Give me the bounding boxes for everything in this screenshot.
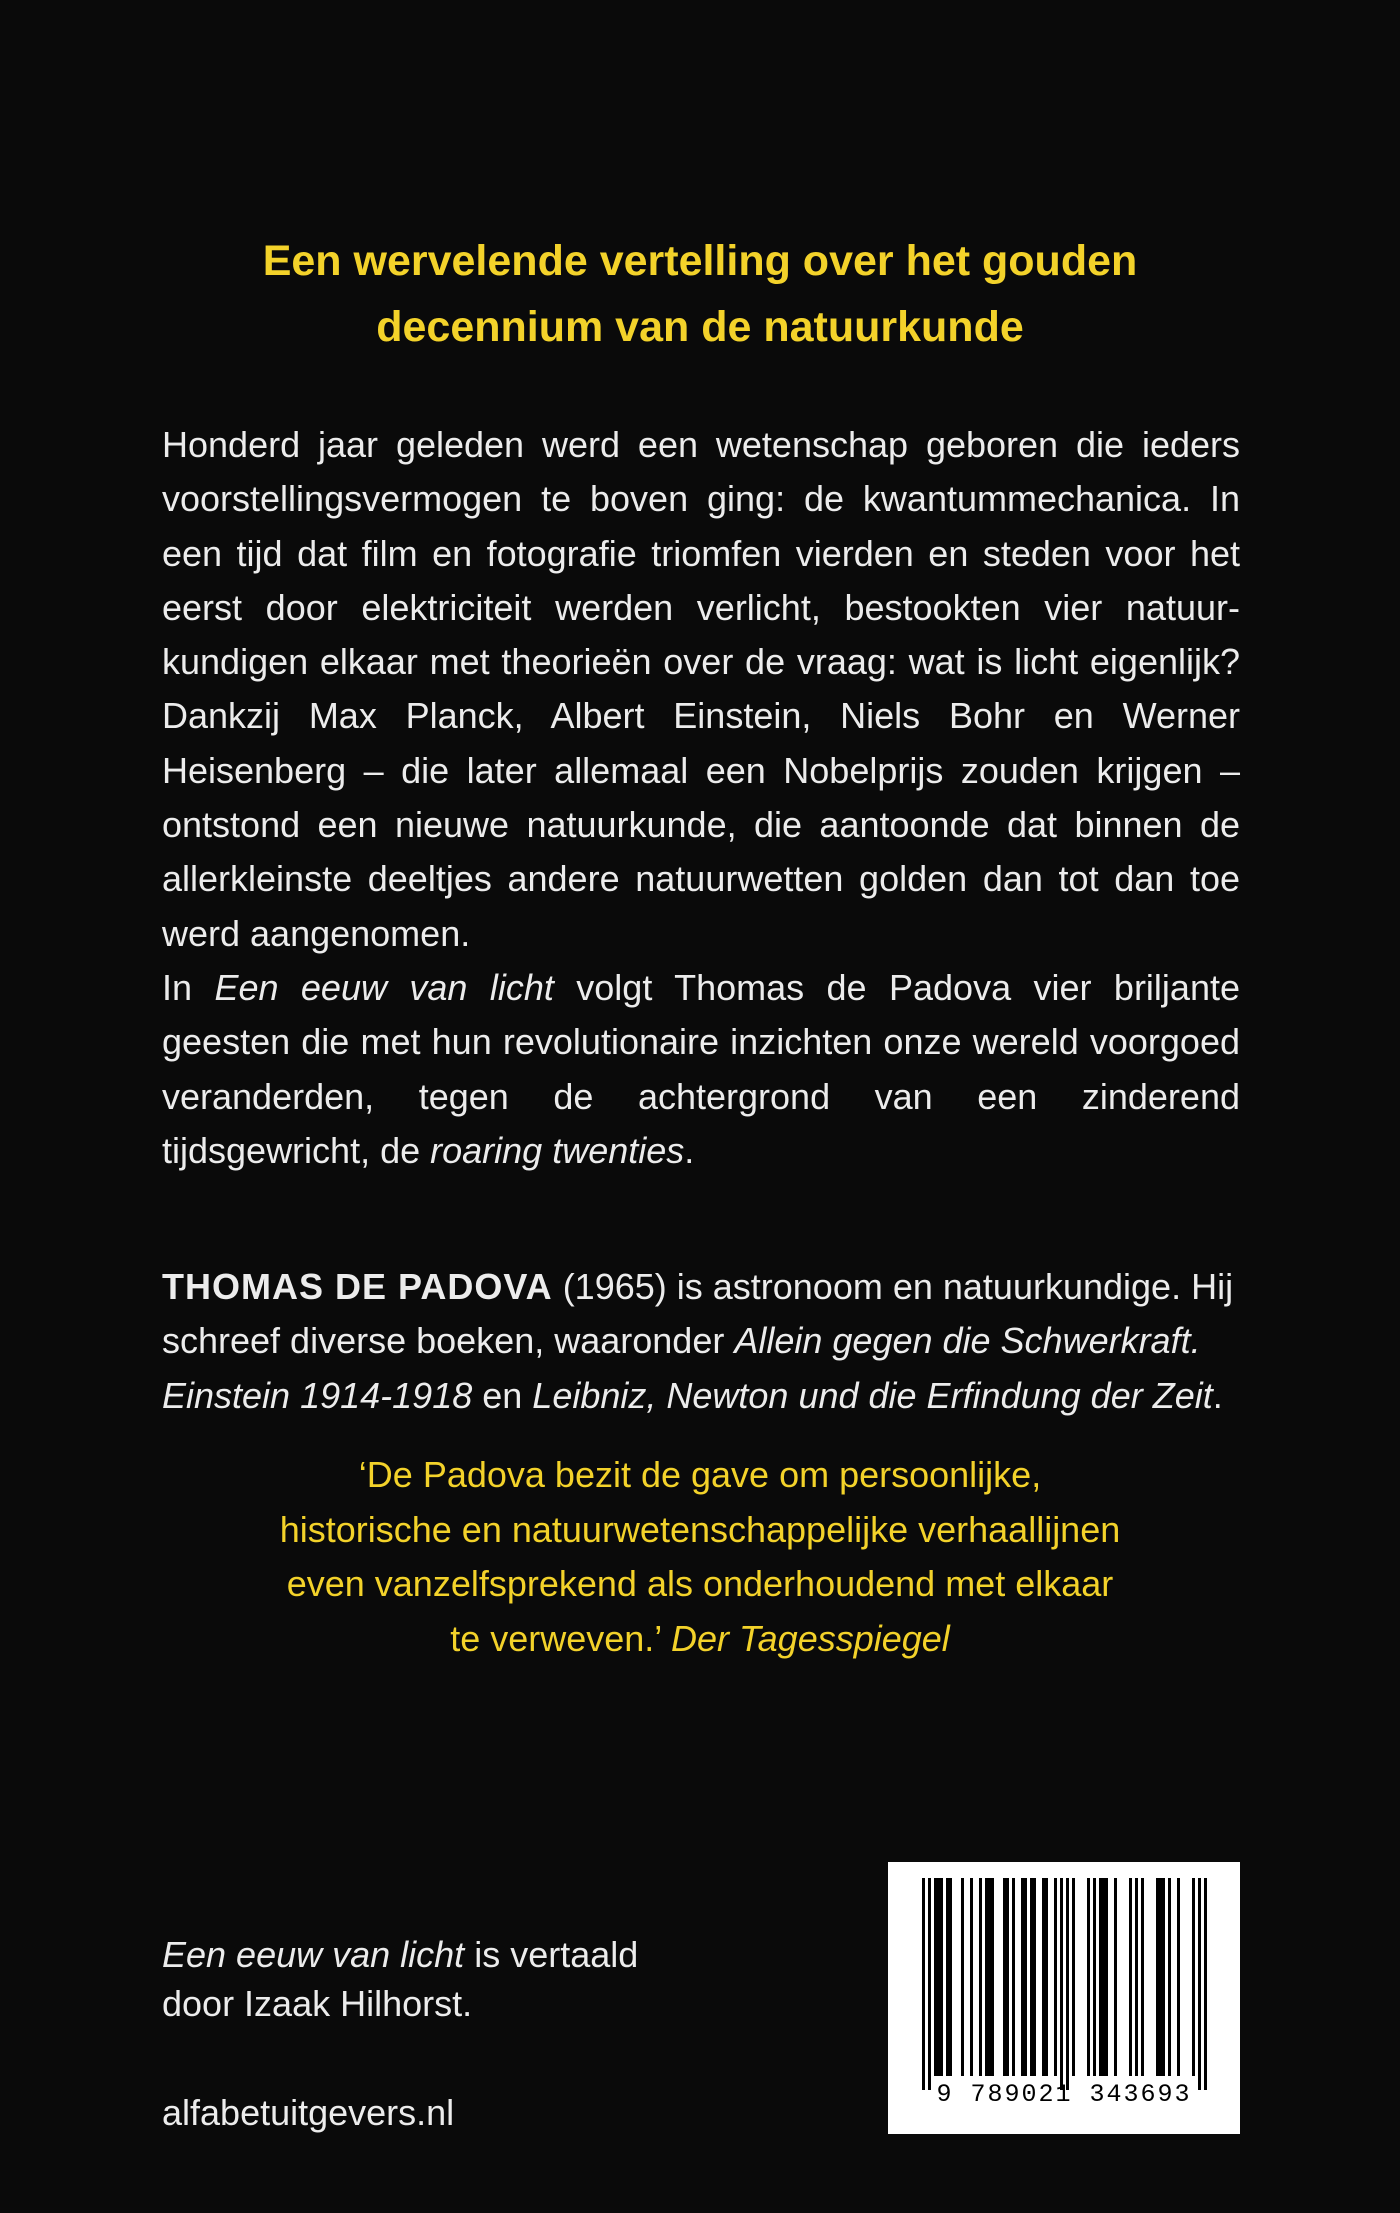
blurb-paragraph-2 bbox=[162, 961, 1240, 1178]
barcode-bar bbox=[1012, 1878, 1015, 2076]
barcode-bar bbox=[1087, 1878, 1090, 2076]
barcode-bar bbox=[1006, 1878, 1009, 2076]
publisher-website: alfabetuitgevers.nl bbox=[162, 2092, 455, 2133]
blurb-text-fragment: volgt Thomas de Padova vier briljante geesten die met hun revolutionaire inzichten onze wereld voorgoed veranderden, tegen de achtergrond van een zinderend tijdsgewricht, de bbox=[162, 966, 1240, 1171]
quote-line-2: historische en natuurwetenschappelijke verhaallijnen bbox=[279, 1508, 1121, 1550]
quote-line-4-text: te verweven.’ bbox=[450, 1617, 671, 1659]
barcode-bar bbox=[934, 1878, 937, 2076]
barcode-bar bbox=[1156, 1878, 1159, 2076]
barcode-bar bbox=[1030, 1878, 1033, 2076]
blurb-text-fragment: . bbox=[684, 1129, 695, 1171]
barcode-bar bbox=[922, 1878, 925, 2090]
author-bio bbox=[162, 1260, 1240, 1423]
author-book-1: Allein gegen die Schwerkraft. Einstein 1914-1918 bbox=[162, 1320, 1201, 1416]
blurb-paragraph-1: Honderd jaar geleden werd een wetenschap geboren die ieders voorstellingsvermogen te boven ging: de kwantummechanica. In een tijd dat film en fotografie triomfen vierden en steden voor het eerst door elektriciteit werden verlicht, bestookten vier natuurkundigen elkaar met theorieën over de vraag: wat is licht eigenlijk? Dankzij Max Planck, Albert Einstein, Niels Bohr en Werner Heisenberg – die later allemaal een Nobelprijs zouden krijgen – ontstond een nieuwe natuurkunde, die aantoonde dat binnen de allerkleinste deeltjes andere natuurwetten golden dan tot dan toe werd aangenomen. bbox=[162, 424, 1240, 954]
tagline-line-1: Een wervelende vertelling over het gouden bbox=[262, 237, 1138, 285]
barcode-bar bbox=[1033, 1878, 1036, 2076]
barcode-bar bbox=[1204, 1878, 1207, 2090]
author-bio-fragment: . bbox=[1212, 1374, 1223, 1416]
barcode-bar bbox=[988, 1878, 991, 2076]
isbn-digits: 9 789021 343693 bbox=[936, 2080, 1192, 2109]
barcode-bar bbox=[991, 1878, 994, 2076]
barcode-bar bbox=[1102, 1878, 1105, 2076]
barcode-bar bbox=[946, 1878, 949, 2076]
barcode-bar bbox=[961, 1878, 964, 2076]
barcode-bar bbox=[1045, 1878, 1048, 2076]
barcode-bar bbox=[1198, 1878, 1201, 2090]
translator-line-2: door Izaak Hilhorst. bbox=[162, 1983, 473, 2024]
barcode-bar bbox=[1129, 1878, 1132, 2076]
barcode-bar bbox=[1054, 1878, 1057, 2076]
translator-line-1 bbox=[162, 1930, 722, 1979]
author-bio-fragment: (1965) is astronoom en natuurkundige. Hij schreef diverse boeken, waaronder bbox=[162, 1266, 1234, 1362]
barcode-bar bbox=[1093, 1878, 1096, 2076]
barcode-bar bbox=[1141, 1878, 1144, 2076]
barcode-bar bbox=[985, 1878, 988, 2076]
author-book-2: Leibniz, Newton und die Erfindung der Zeit bbox=[532, 1374, 1213, 1416]
quote-line-4 bbox=[140, 1612, 1260, 1667]
quote-source: Der Tagesspiegel bbox=[670, 1617, 950, 1659]
barcode-bar bbox=[1003, 1878, 1006, 2076]
barcode-bar bbox=[1168, 1878, 1171, 2076]
barcode-bar bbox=[979, 1878, 982, 2076]
blurb-text-fragment: In bbox=[162, 966, 215, 1008]
barcode-bar bbox=[1114, 1878, 1117, 2076]
barcode-bar bbox=[1024, 1878, 1027, 2076]
book-title: Een eeuw van licht bbox=[214, 966, 554, 1008]
barcode-bar bbox=[1192, 1878, 1195, 2076]
barcode-bar bbox=[940, 1878, 943, 2076]
barcode-bar bbox=[1072, 1878, 1075, 2076]
review-quote bbox=[140, 1448, 1260, 1666]
barcode-bar bbox=[1060, 1878, 1063, 2090]
isbn-barcode bbox=[888, 1862, 1240, 2134]
translator-book-title: Een eeuw van licht bbox=[162, 1934, 465, 1975]
quote-line-3: even vanzelfsprekend als onderhoudend met elkaar bbox=[286, 1563, 1114, 1604]
barcode-bar bbox=[1177, 1878, 1180, 2076]
barcode-bar bbox=[1021, 1878, 1024, 2076]
author-bio-fragment: en bbox=[472, 1374, 533, 1416]
barcode-bar bbox=[1135, 1878, 1138, 2076]
barcode-bar bbox=[949, 1878, 952, 2076]
barcode-bar bbox=[1105, 1878, 1108, 2076]
barcode-bar bbox=[937, 1878, 940, 2076]
barcode-bar bbox=[1162, 1878, 1165, 2076]
barcode-bar bbox=[970, 1878, 973, 2076]
translator-line-1-text: is vertaald bbox=[464, 1934, 639, 1975]
author-name: THOMAS DE PADOVA bbox=[162, 1266, 553, 1307]
barcode-bar bbox=[928, 1878, 931, 2090]
barcode-bar bbox=[1159, 1878, 1162, 2076]
barcode-bar bbox=[1099, 1878, 1102, 2076]
era-term: roaring twenties bbox=[430, 1129, 685, 1171]
barcode-bar bbox=[1066, 1878, 1069, 2090]
translator-credit bbox=[162, 1930, 722, 2028]
blurb-text bbox=[162, 418, 1240, 1178]
tagline-heading bbox=[140, 228, 1260, 360]
quote-line-1: ‘De Padova bezit de gave om persoonlijke, bbox=[358, 1454, 1042, 1495]
barcode-bar bbox=[1042, 1878, 1045, 2076]
tagline-line-2: decennium van de natuurkunde bbox=[376, 303, 1024, 351]
